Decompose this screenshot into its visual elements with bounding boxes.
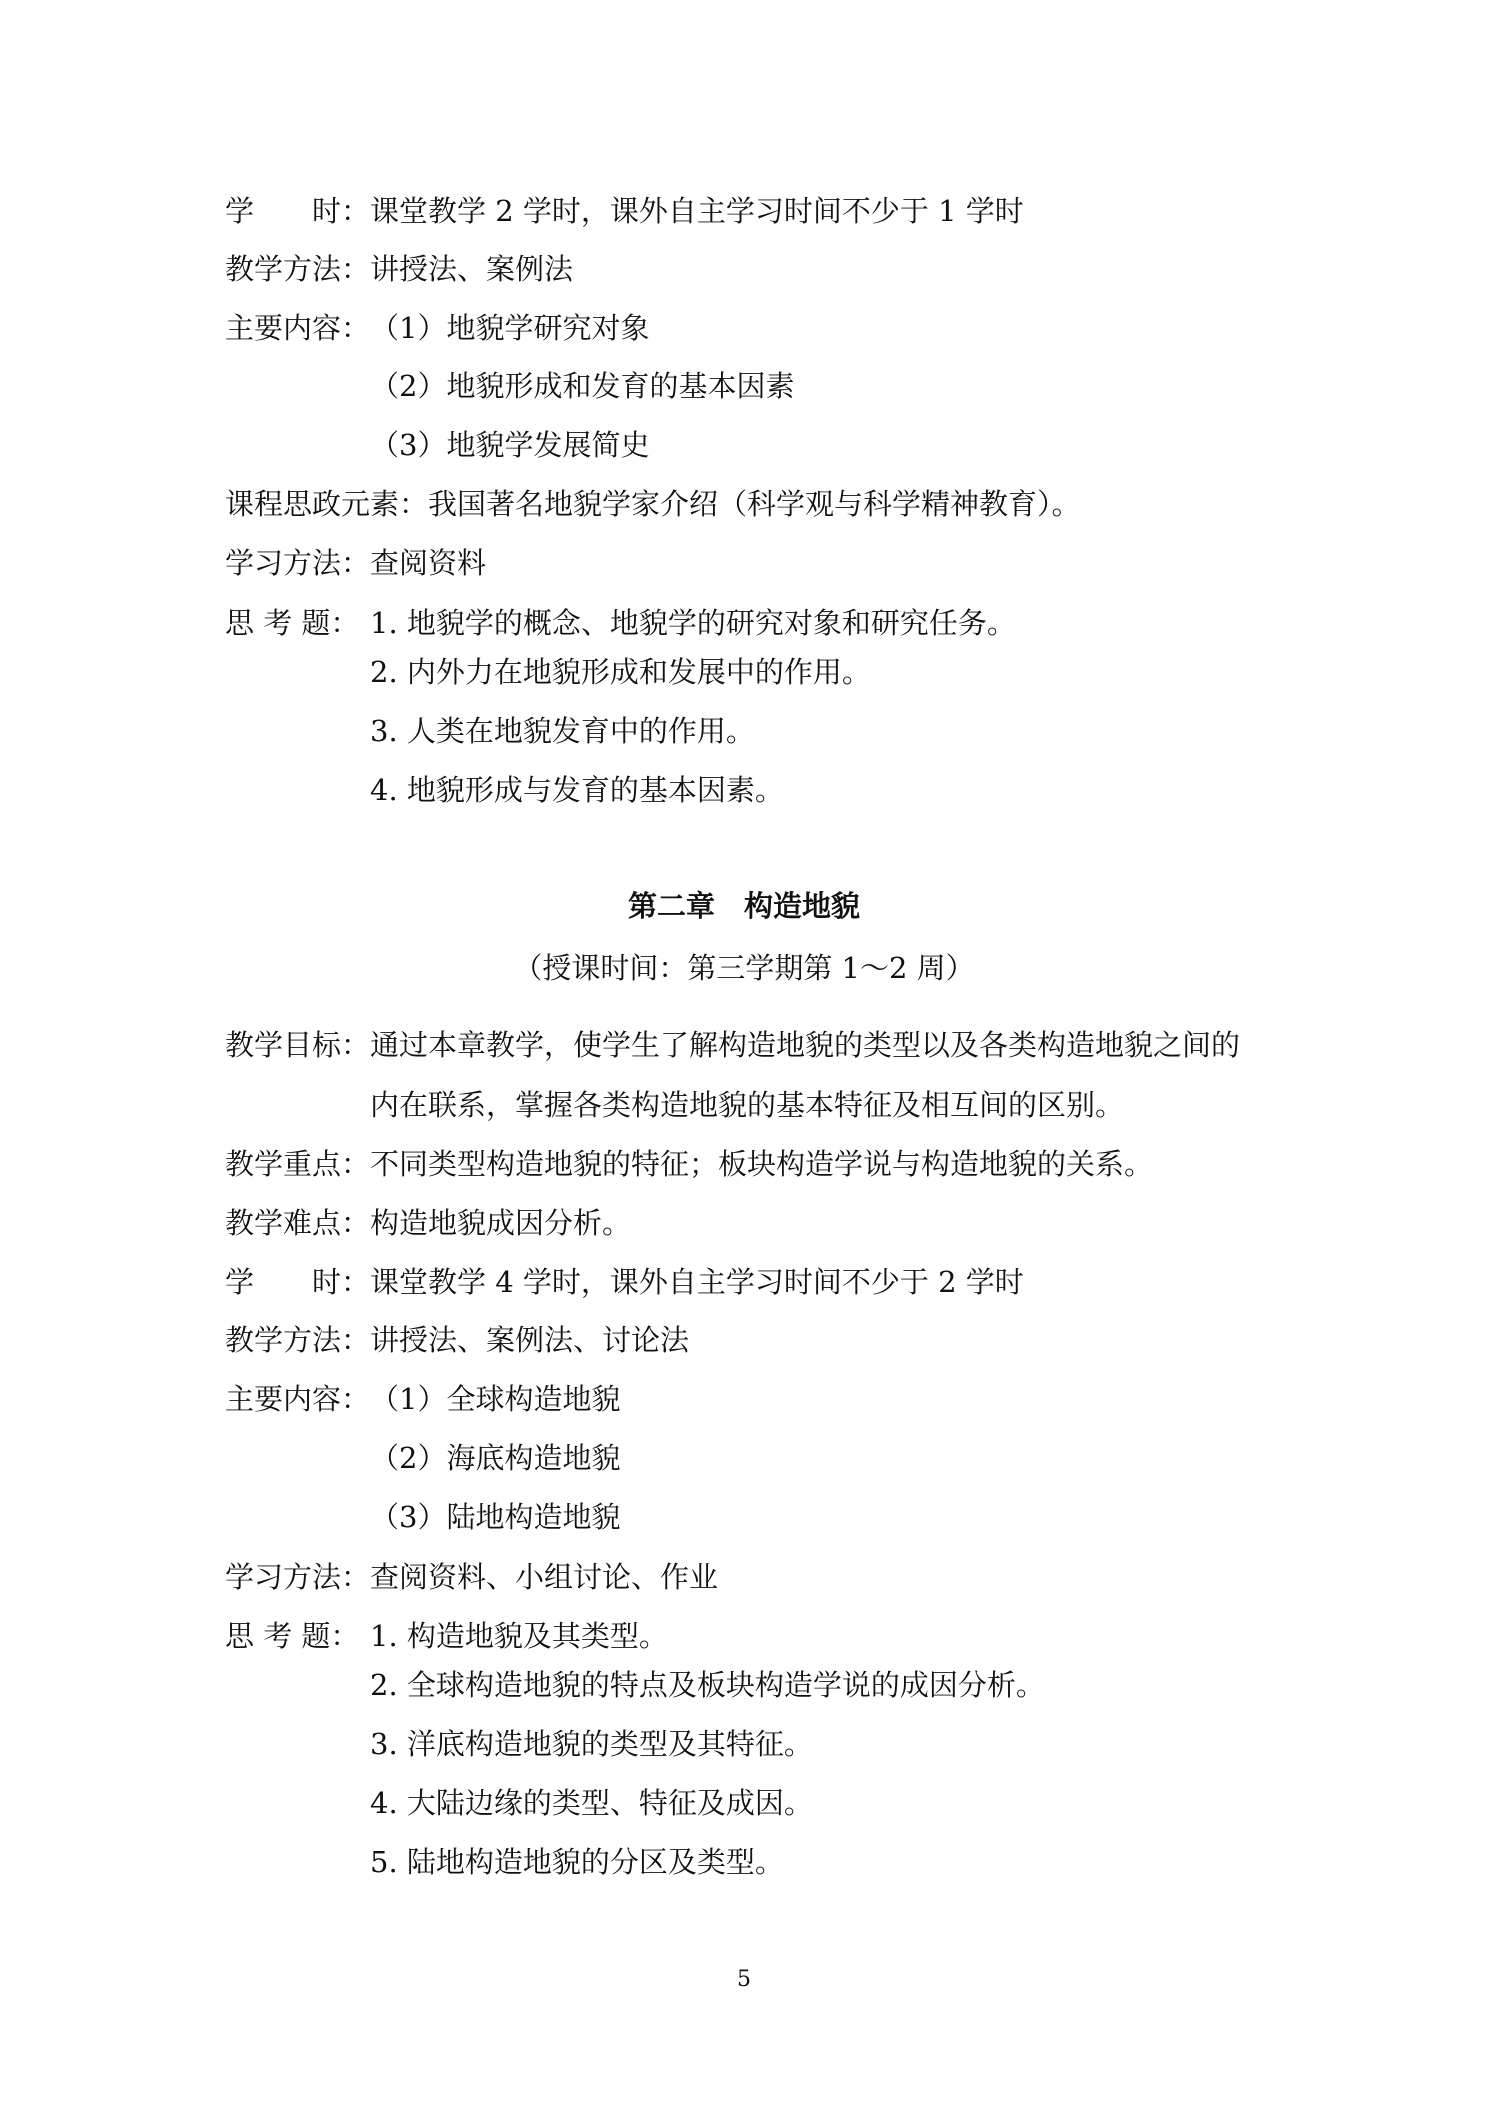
ch1-question: 1. 地貌学的概念、地貌学的研究对象和研究任务。	[370, 606, 1016, 640]
ch2-content-label: 主要内容：	[225, 1382, 371, 1416]
ch2-key-points: 教学重点：不同类型构造地貌的特征；板块构造学说与构造地貌的关系。	[225, 1147, 1154, 1181]
ch2-question: 2. 全球构造地貌的特点及板块构造学说的成因分析。	[370, 1668, 1045, 1702]
ch1-content-label: 主要内容：	[225, 311, 371, 345]
ch1-methods: 教学方法：讲授法、案例法	[225, 252, 574, 286]
chapter-schedule: （授课时间：第三学期第 1～2 周）	[513, 951, 975, 985]
page-number: 5	[737, 1967, 751, 1992]
ch1-study-method: 学习方法：查阅资料	[225, 546, 487, 580]
ch2-difficulties: 教学难点：构造地貌成因分析。	[225, 1206, 632, 1240]
ch2-question: 4. 大陆边缘的类型、特征及成因。	[370, 1786, 813, 1820]
ch1-content-item: （3）地貌学发展简史	[370, 428, 650, 462]
ch1-question: 2. 内外力在地貌形成和发展中的作用。	[370, 655, 871, 689]
ch2-methods: 教学方法：讲授法、案例法、讨论法	[225, 1323, 690, 1357]
ch1-questions-label: 思 考 题：	[225, 606, 360, 640]
ch1-question: 3. 人类在地貌发育中的作用。	[370, 714, 755, 748]
ch1-question: 4. 地貌形成与发育的基本因素。	[370, 773, 784, 807]
ch2-study-method: 学习方法：查阅资料、小组讨论、作业	[225, 1560, 719, 1594]
ch2-question: 1. 构造地貌及其类型。	[370, 1619, 668, 1653]
ch1-content-item: （2）地貌形成和发育的基本因素	[370, 369, 795, 403]
ch2-question: 5. 陆地构造地貌的分区及类型。	[370, 1845, 784, 1879]
ch1-hours: 学 时：课堂教学 2 学时，课外自主学习时间不少于 1 学时	[225, 194, 1024, 228]
ch2-content-item: （3）陆地构造地貌	[370, 1500, 621, 1534]
ch1-content-item: （1）地貌学研究对象	[370, 311, 650, 345]
ch2-questions-label: 思 考 题：	[225, 1619, 360, 1653]
ch2-goal-continued: 内在联系，掌握各类构造地貌的基本特征及相互间的区别。	[370, 1088, 1125, 1122]
ch1-ideology: 课程思政元素：我国著名地貌学家介绍（科学观与科学精神教育）。	[225, 487, 1081, 521]
ch2-goal: 教学目标：通过本章教学，使学生了解构造地貌的类型以及各类构造地貌之间的	[225, 1028, 1241, 1062]
chapter-title: 第二章 构造地貌	[627, 889, 860, 923]
ch2-content-item: （1）全球构造地貌	[370, 1382, 621, 1416]
ch2-question: 3. 洋底构造地貌的类型及其特征。	[370, 1727, 813, 1761]
ch2-hours: 学 时：课堂教学 4 学时，课外自主学习时间不少于 2 学时	[225, 1265, 1024, 1299]
ch2-content-item: （2）海底构造地貌	[370, 1441, 621, 1475]
